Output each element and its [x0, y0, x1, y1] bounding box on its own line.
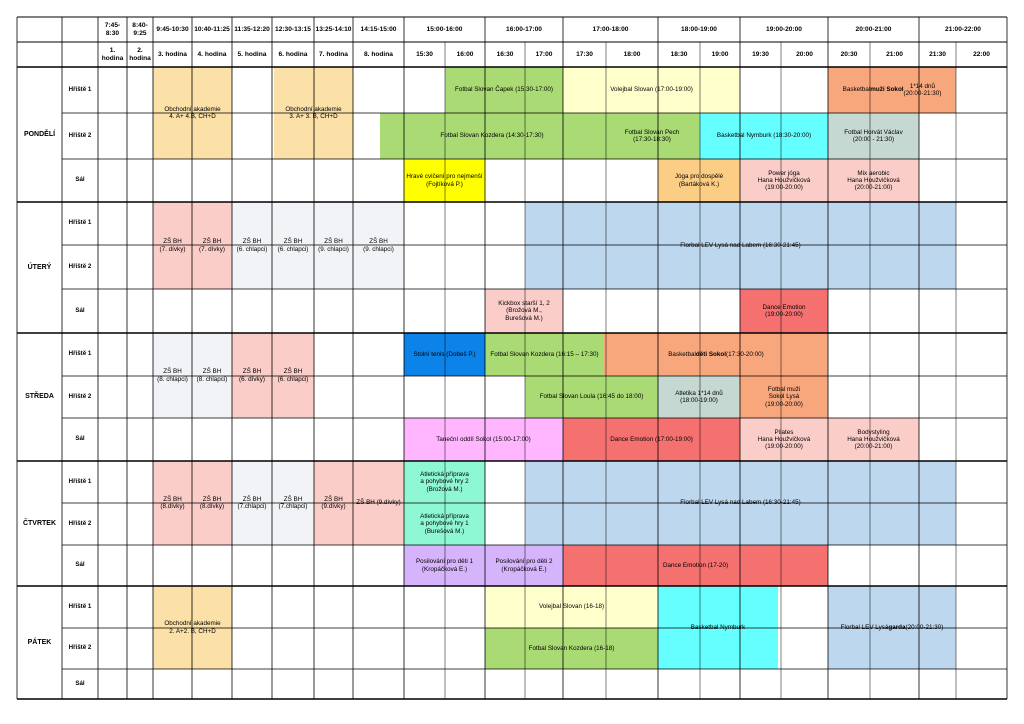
header-time-slot: 14:15-15:00 — [360, 25, 397, 33]
event-posilovani-deti: Posilování pro děti 2 (Kropáčková E.) — [485, 545, 563, 586]
event-volejbal-slovan: Volejbal Slovan (17:00-19:00) — [563, 67, 740, 113]
event-fotbal-kozdera: Fotbal Slovan Kozdera (16:15 – 17:30) — [485, 333, 604, 376]
event-posilovani-deti: Posilování pro děti 1 (Kropáčková E.) — [404, 545, 485, 586]
event-zs-bh: ZŠ BH (9. chlapci) — [314, 202, 353, 289]
event-basketbal-nymburk: Basketbal Nymburk — [658, 586, 778, 669]
header-lesson: 2. hodina — [129, 47, 151, 62]
court-label: Hřiště 1 — [68, 477, 92, 485]
event-bodystyling: Bodystyling Hana Houžvičková (20:00-21:00) — [828, 418, 919, 461]
header-half-hour: 21:30 — [929, 50, 946, 58]
day-label: PONDĚLÍ — [23, 130, 56, 138]
header-time-slot: 13:25-14:10 — [315, 25, 352, 33]
event-zs-bh: ZŠ BH (8. chlapci) — [153, 333, 192, 418]
event-zs-bh: ZŠ BH (8. chlapci) — [192, 333, 232, 418]
header-half-hour: 16:00 — [456, 50, 474, 58]
court-label: Sál — [75, 679, 85, 687]
day-label: ÚTERÝ — [27, 263, 52, 271]
event-fotbal-capek: Fotbal Slovan Čapek (15:30-17:00) — [445, 67, 563, 113]
header-lesson: 4. hodina — [197, 50, 227, 58]
header-time-slot: 20:00-21:00 — [855, 25, 892, 33]
court-label: Hřiště 1 — [68, 85, 92, 93]
court-label: Hřiště 1 — [68, 350, 92, 358]
event-stolni-tenis: Stolní tenis (Dobeš P.) — [404, 333, 485, 376]
event-kickbox: Kickbox starší 1, 2 (Brožová M., Burešová M.) — [485, 289, 563, 333]
header-time-slot: 15:00-16:00 — [426, 25, 463, 33]
event-basketbal-nymburk: Basketbal Nymburk (18:30-20:00) — [700, 113, 828, 159]
event-zs-bh: ZŠ BH (8.dívky) — [153, 461, 192, 545]
event-basketbal-deti-sokol: Basketbal děti Sokol (17:30-20:00) — [604, 333, 828, 376]
event-pilates: Pilates Hana Houžvičková (19:00-20:00) — [740, 418, 828, 461]
header-half-hour: 21:00 — [886, 50, 903, 58]
court-label: Hřiště 2 — [68, 392, 92, 400]
header-time-slot: 16:00-17:00 — [506, 25, 542, 33]
event-zs-bh: ZŠ BH (7.chlapci) — [272, 461, 314, 545]
header-half-hour: 20:30 — [840, 50, 858, 58]
header-half-hour: 17:30 — [576, 50, 593, 58]
event-florbal-lev: Florbal LEV Lysá nad Labem (16:30-21:45) — [525, 202, 956, 289]
event-mix-aerobic: Mix aerobic Hana Houžvičková (20:00-21:00) — [828, 159, 919, 202]
event-zs-bh: ZŠ BH (6. chlapci) — [272, 333, 314, 418]
event-basketbal-muzi-sokol: Basketbal muži Sokol 1*14 dnů (20:00-21:30) — [828, 67, 956, 113]
court-label: Sál — [75, 561, 85, 569]
court-label: Sál — [75, 176, 85, 184]
court-label: Hřiště 2 — [68, 262, 92, 270]
court-label: Hřiště 2 — [68, 519, 92, 527]
header-time-slot: 12:30-13:15 — [275, 25, 311, 33]
header-half-hour: 20:00 — [796, 50, 813, 58]
event-zs-bh: ZŠ BH (6. chlapci) — [272, 202, 314, 289]
event-zs-bh: ZŠ BH (7. dívky) — [153, 202, 192, 289]
day-label: ČTVRTEK — [22, 519, 57, 527]
event-fotbal-horvat: Fotbal Horvát Václav (20:00 - 21:30) — [828, 113, 919, 159]
header-time-slot: 11:35-12:20 — [234, 25, 270, 33]
header-lesson: 1. hodina — [101, 47, 124, 62]
header-half-hour: 19:00 — [711, 50, 729, 58]
court-label: Hřiště 1 — [68, 602, 92, 610]
event-volejbal-slovan: Volejbal Slovan (16-18) — [485, 586, 658, 628]
event-obchodni-akademie: Obchodní akademie 4. A+ 4.B, CH+D — [153, 67, 232, 159]
event-fotbal-kozdera: Fotbal Slovan Kozdera (16-18) — [485, 628, 658, 669]
header-lesson: 7. hodina — [319, 50, 348, 58]
event-zs-bh: ZŠ BH (8.dívky) — [192, 461, 232, 545]
header-half-hour: 17:00 — [535, 50, 553, 58]
event-fotbal-loula: Fotbal Slovan Loula (16:45 do 18:00) — [525, 376, 658, 418]
event-hrave-cviceni: Hravé cvičení pro nejmenší (Fojtíková P.) — [404, 159, 485, 202]
event-zs-bh: ZŠ BH (7.chlapci) — [232, 461, 272, 545]
court-label: Sál — [75, 435, 85, 443]
event-fotbal-muzi-sokol: Fotbal muži Sokol Lysá (19:00-20:00) — [740, 376, 828, 418]
court-label: Sál — [75, 306, 85, 314]
event-obchodni-akademie: Obchodní akademie 3. A+ 3. B, CH+D — [274, 67, 353, 159]
event-dance-emotion: Dance Emotion (17:00-19:00) — [563, 418, 740, 461]
header-time-slot: 21:00-22:00 — [945, 25, 981, 33]
event-power-joga: Power jóga Hana Houžvičková (19:00-20:00) — [740, 159, 828, 202]
event-dance-emotion: Dance Emotion (17-20) — [563, 545, 828, 586]
event-atleticka-priprava: Atletická příprava a pohybové hry 1 (Burešová M.) — [404, 503, 485, 545]
event-tanecni-oddil: Taneční oddíl Sokol (15:00-17:00) — [404, 418, 563, 461]
event-dance-emotion: Dance Emotion (19:00-20:00) — [740, 289, 828, 333]
event-zs-bh: ZŠ BH (9.dívky) — [314, 461, 353, 545]
court-label: Hřiště 2 — [68, 644, 92, 652]
header-half-hour: 22:00 — [973, 50, 990, 58]
header-lesson: 6. hodina — [278, 50, 308, 58]
header-time-slot: 8:40-9:25 — [132, 22, 148, 37]
event-florbal-lev: Florbal LEV Lysá nad Labem (16:30-21:45) — [525, 461, 956, 545]
day-label: STŘEDA — [25, 393, 54, 401]
event-obchodni-akademie: Obchodní akademie 2. A+2. B, CH+D — [153, 586, 232, 669]
header-half-hour: 16:30 — [496, 50, 514, 58]
header-lesson: 3. hodina — [158, 50, 187, 58]
event-florbal-lysa-garda: Florbal LEV Lysá garda (20:00-21:30) — [828, 586, 956, 669]
header-lesson: 8. hodina — [364, 50, 393, 58]
header-time-slot: 7:45-8:30 — [104, 22, 121, 37]
header-time-slot: 9:45-10:30 — [156, 25, 189, 33]
event-zs-bh: ZŠ BH (9. chlapci) — [353, 202, 404, 289]
event-joga-dospele: Jóga pro dospělé (Bartáková K.) — [658, 159, 740, 202]
event-zs-bh: ZŠ BH (7. dívky) — [192, 202, 232, 289]
event-fotbal-pech: Fotbal Slovan Pech (17:30-18:30) — [604, 113, 700, 159]
header-time-slot: 10:40-11:25 — [194, 25, 230, 33]
event-zs-bh: ZŠ BH (9.dívky) — [353, 461, 404, 545]
header-half-hour: 18:00 — [623, 50, 641, 58]
event-atleticka-priprava: Atletická příprava a pohybové hry 2 (Brožová M.) — [404, 461, 485, 503]
header-time-slot: 18:00-19:00 — [681, 25, 717, 33]
day-label: PÁTEK — [27, 638, 52, 646]
event-zs-bh: ZŠ BH (6. chlapci) — [232, 202, 272, 289]
header-time-slot: 19:00-20:00 — [766, 25, 802, 33]
event-zs-bh: ZŠ BH (6. dívky) — [232, 333, 272, 418]
event-fotbal-kozdera: Fotbal Slovan Kozdera (14:30-17:30) — [380, 113, 604, 159]
event-atletika: Atletika 1*14 dnů (18:00-19:00) — [658, 376, 740, 418]
header-half-hour: 15:30 — [416, 50, 433, 58]
header-time-slot: 17:00-18:00 — [592, 25, 629, 33]
header-half-hour: 19:30 — [752, 50, 769, 58]
header-lesson: 5. hodina — [237, 50, 267, 58]
court-label: Hřiště 2 — [68, 131, 92, 139]
court-label: Hřiště 1 — [68, 219, 92, 227]
header-half-hour: 18:30 — [670, 50, 688, 58]
